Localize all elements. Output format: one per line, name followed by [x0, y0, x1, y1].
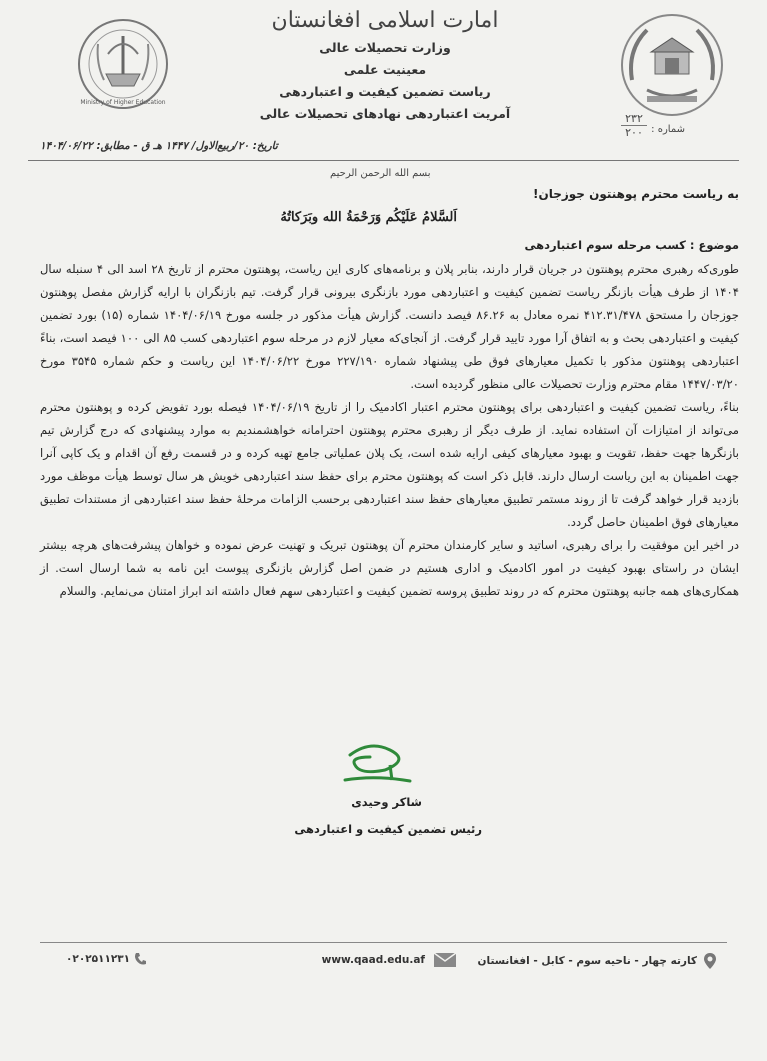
ministry-seal-icon — [68, 14, 178, 114]
salutation: اَلسَّلامُ عَلَیْکُم وَرَحْمَةُ الله وبَرَکاتُهُ — [280, 210, 457, 225]
number-top: ۲۳۲ — [625, 112, 643, 125]
signature-icon — [330, 735, 420, 795]
website-text[interactable]: www.qaad.edu.af — [321, 954, 425, 966]
ministry-name: وزارت تحصیلات عالی — [319, 40, 451, 55]
footer-website[interactable] — [322, 952, 457, 968]
bismillah: بسم الله الرحمن الرحیم — [330, 168, 431, 179]
envelope-icon — [433, 952, 457, 968]
calligraphy-title: امارت اسلامی افغانستان — [271, 8, 499, 33]
recipient: به ریاست محترم پوهنتون جوزجان! — [532, 187, 739, 201]
letter-date: تاریخ: ۲۰/ربیع‌الاول/ ۱۴۴۷ هـ ق - مطابق: ۱۴۰۴/۰۶/۲۲ — [40, 140, 278, 152]
signer-title: رئیس تضمین کیفیت و اعتباردهی — [294, 822, 482, 836]
subject: موضوع : کسب مرحله سوم اعتباردهی — [524, 238, 739, 252]
footer-address — [478, 952, 717, 970]
body-paragraph: بناءً، ریاست تضمین کیفیت و اعتباردهی برای پوهنتون محترم اعتبار اکادمیک را از تاریخ ۱۴۰۴/۰۶/۱۹ فیصله بورد تفویض کرده و پوهنتون محترم می‌تواند از امتیازات آن استفاده نماید. از طرف دیگر از رهبری محترم پوهنتون احترامانه خواهشمندیم به موارد پیشنهادی که درج گزارش تیم بازنگرها جهت حفظ، تقویت و بهبود معیارهای کیفی ارایه شده است، یک پلان عملیاتی جامع تهیه کرده و در قسمت رفع آن اقدام و یک کاپی آنرا جهت اطمینان به این ریاست ارسال دارند. قابل ذکر است که پوهنتون محترم برای حفظ سند اعتباردهی خویش هر سال توسط هیأت موظف مورد بازدید قرار خواهد گرفت تا از روند مستمر تطبیق معیارهای حفظ سند اعتباردهی برحسب الزامات مرحلهٔ حفظ سند اعتباردهی از مستندات تطبیق معیارهای فوق اطمینان حاصل گردد. — [40, 400, 739, 529]
address-text: کارته چهار - ناحیه سوم - کابل - افغانستان — [477, 955, 697, 967]
location-pin-icon — [703, 952, 717, 970]
footer-phone — [66, 952, 146, 966]
deputy-name: معینیت علمی — [343, 62, 427, 77]
footer-divider — [40, 942, 727, 943]
signer-name: شاکر وحیدی — [351, 795, 422, 809]
number-value — [621, 112, 647, 139]
directorate-name: آمریت اعتباردهی نهادهای تحصیلات عالی — [259, 106, 511, 121]
letterhead — [200, 8, 570, 125]
footer — [30, 948, 737, 972]
body-paragraph: در اخیر این موفقیت را برای رهبری، اساتید و سایر کارمندان محترم آن پوهنتون تبریک و تهنیت عرض نموده و خواهان پیشرفت‌های هرچه بیشتر ایشان در راستای بهبود کیفیت در امور اکادمیک و اداری هستیم در ضمن اصل گزارش بازنگری پیوست این نامه به شما ارسال است. از همکاری‌های همه جانبه پوهنتون محترم که در روند تطبیق پروسه تضمین کیفیت و اعتباردهی سهم فعال داشته اند ابراز امتنان می‌نمایم. والسلام — [40, 538, 739, 598]
seal-text: Ministry of Higher Education — [80, 99, 166, 106]
presidency-name: ریاست تضمین کیفیت و اعتباردهی — [279, 84, 491, 99]
phone-text: ۰۲۰۲۵۱۱۲۳۱ — [66, 953, 131, 965]
body-paragraph: طوری‌که رهبری محترم پوهنتون در جریان قرار دارند، بنابر پلان و برنامه‌های کاری این ریاست، پوهنتون محترم از تاریخ ۲۸ اسد الی ۴ سنبله سال ۱۴۰۴ از طرف هیأت بازنگر ریاست تضمین کیفیت و اعتباردهی مورد بازنگری بیرونی قرار گرفت. تیم بازنگران با ارایه گزارش مفصل پوهنتون جوزجان را مستحق ۴۱۲.۳۱/۴۷۸ نمره معادل به ۸۶.۲۶ فیصد دانست. گزارش هیأت مذکور در جلسه مورخ ۱۴۰۴/۰۶/۱۹ شماره (۱۵) بورد تضمین کیفیت و اعتباردهی بحث و به اتفاق آرا مورد تایید قرار گرفت. از آنجای‌که معیار لازم در مرحله سوم اعتباردهی کسب ۸۵ الی ۱۰۰ فیصد است، بناءً اعتباردهی پوهنتون مذکور با تکمیل معیارهای فوق طی پیشنهاد شماره ۲۲۷/۱۹۰ مورخ ۱۴۰۴/۰۶/۲۲ این ریاست و حکم شماره ۳۵۴۵ مورخ ۱۴۴۷/۰۳/۲۰ مقام محترم وزارت تحصیلات عالی منظور گردیده است. — [40, 262, 739, 391]
header-divider — [28, 160, 739, 161]
letter-body — [40, 258, 739, 603]
number-bottom: ۲۰۰ — [625, 126, 643, 139]
number-label: شماره : — [651, 124, 685, 135]
phone-icon — [134, 952, 146, 966]
emirate-emblem-icon — [617, 10, 727, 120]
